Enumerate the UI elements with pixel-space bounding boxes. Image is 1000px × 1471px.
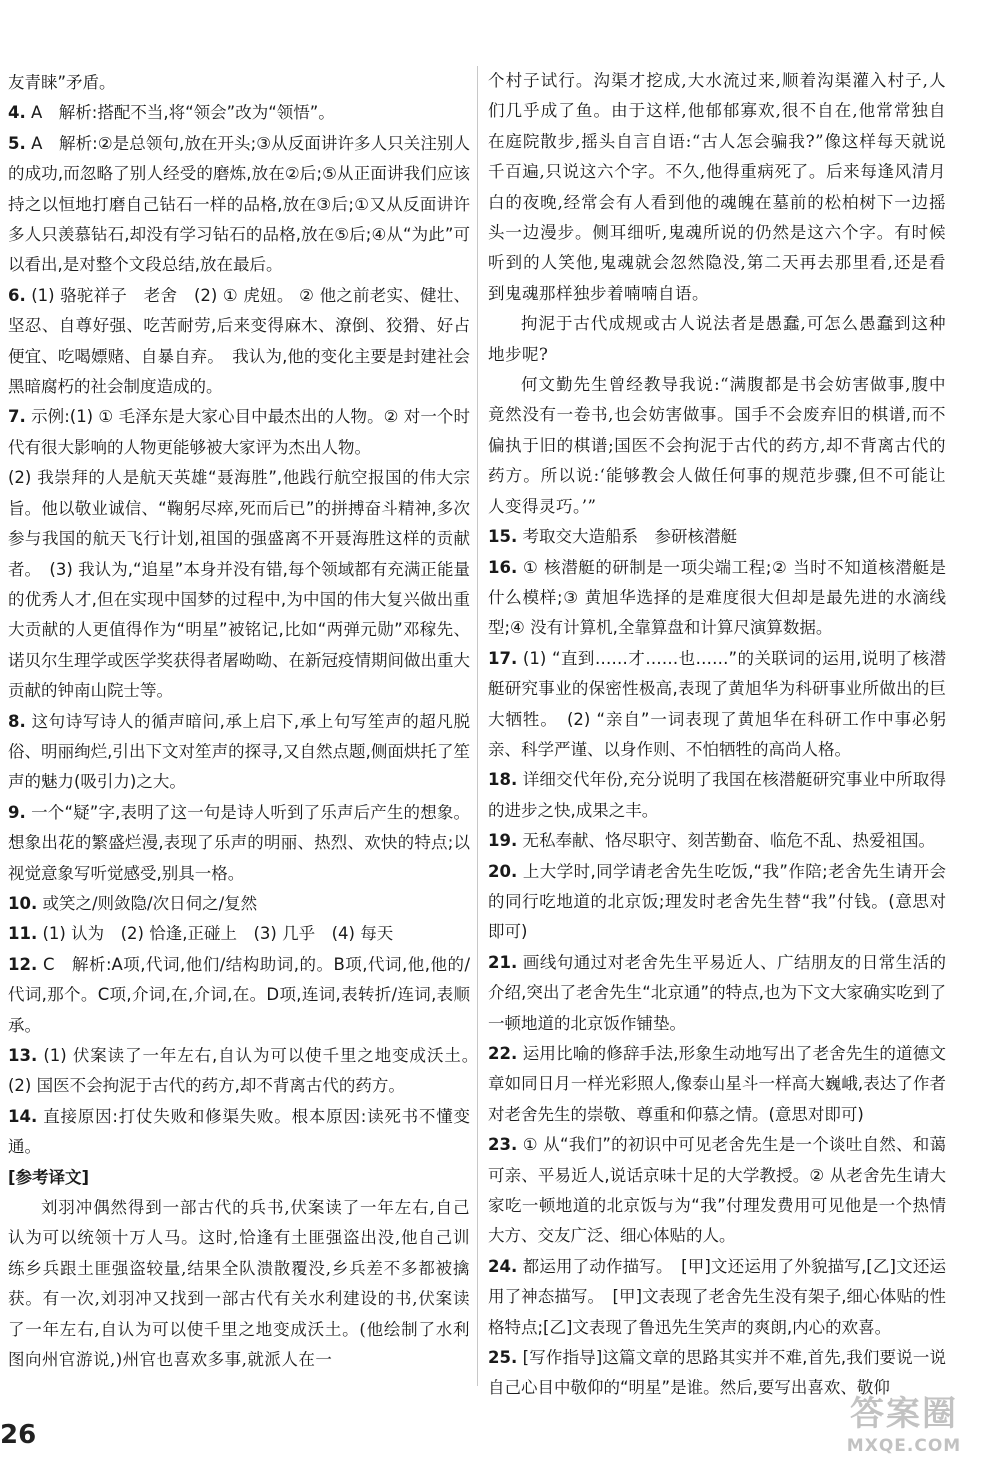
answer-item — [488, 1130, 946, 1252]
answer-text: 友青睐”矛盾。 — [8, 73, 116, 92]
column-divider — [477, 66, 478, 1386]
answer-item — [8, 707, 470, 798]
answer-item — [8, 950, 470, 1041]
answer-number: 11. — [8, 924, 38, 944]
answer-text: 或笑之/则敛隐/次日伺之/复然 — [42, 893, 258, 913]
answer-number: 19. — [488, 831, 518, 851]
answer-item — [8, 919, 470, 949]
answer-item — [488, 1252, 946, 1343]
answer-number: 17. — [488, 648, 518, 668]
answer-text: 这句诗写诗人的循声暗问,承上启下,承上句写笙声的超凡脱俗、明丽绚烂,引出下文对笙声的探寻,又自然点题,侧面烘托了笙声的魅力(吸引力)之大。 — [8, 711, 470, 792]
answer-text: (1) 认为 (2) 恰逢,正碰上 (3) 几乎 (4) 每天 — [42, 924, 394, 944]
answer-item — [8, 98, 470, 128]
answer-number: 5. — [8, 133, 26, 153]
answer-item — [8, 402, 470, 463]
answer-text: A 解析:搭配不当,将“领会”改为“领悟”。 — [31, 103, 335, 123]
answer-text: 考取交大造船系 参研核潜艇 — [522, 527, 737, 547]
answer-number: 4. — [8, 103, 26, 123]
answer-item — [8, 129, 470, 281]
watermark-sub-text: MXQE.COM — [846, 1436, 962, 1456]
answer-item — [8, 281, 470, 403]
answer-number: 13. — [8, 1046, 38, 1065]
right-column — [488, 66, 946, 1404]
answer-text: ① 核潜艇的研制是一项尖端工程;② 当时不知道核潜艇是什么模样;③ 黄旭华选择的是难度很大但却是最先进的水滴线型;④ 没有计算机,全靠算盘和计算尺演算数据。 — [488, 557, 946, 638]
answer-item — [488, 857, 946, 948]
answer-text: (1) 骆驼祥子 老舍 (2) ① 虎妞。 ② 他之前老实、健壮、坚忍、自尊好强、吃苦耐劳,后来变得麻木、潦倒、狡猾、好占便宜、吃喝嫖赌、自暴自弃。 我认为,他的变化主要是封建社会黑暗腐朽的社会制度造成的。 — [8, 285, 470, 397]
watermark-main-text: 答案圈 — [850, 1394, 958, 1434]
answer-number: 6. — [8, 285, 26, 305]
translation-paragraph: 何文勤先生曾经教导我说:“满腹都是书会妨害做事,腹中竟然没有一卷书,也会妨害做事。国手不会废弃旧的棋谱,而不偏执于旧的棋谱;国医不会拘泥于古代的药方,却不背离古代的药方。所以说:‘能够教会人做任何事的规范步骤,但不可能让人变得灵巧。’” — [488, 375, 946, 516]
answer-text: 无私奉献、恪尽职守、刻苦勤奋、临危不乱、热爱祖国。 — [522, 831, 935, 851]
answer-text: (1) “直到……才……也……”的关联词的运用,说明了核潜艇研究事业的保密性极高,表现了黄旭华为科研事业所做出的巨大牺牲。 (2) “亲自”一词表现了黄旭华在科研工作中事必躬亲、科学严谨、以身作则、不怕牺牲的高尚人格。 — [488, 648, 946, 759]
answer-item — [8, 889, 470, 919]
answer-text: 画线句通过对老舍先生平易近人、广结朋友的日常生活的介绍,突出了老舍先生“北京通”的特点,也为下文大家确实吃到了一顿地道的北京饭作铺垫。 — [488, 952, 946, 1033]
answer-text: 直接原因:打仗失败和修渠失败。根本原因:读死书不懂变通。 — [8, 1106, 470, 1157]
translation-paragraph: 拘泥于古代成规或古人说法者是愚蠢,可怎么愚蠢到这种地步呢? — [488, 314, 946, 364]
answer-number: 9. — [8, 802, 26, 822]
answer-number: 18. — [488, 770, 518, 790]
answer-text: (1) 伏案读了一年左右,自认为可以使千里之地变成沃土。 (2) 国医不会拘泥于古代的药方,却不背离古代的药方。 — [8, 1046, 487, 1096]
answer-text: ① 从“我们”的初识中可见老舍先生是一个谈吐自然、和蔼可亲、平易近人,说话京味十足的大学教授。② 从老舍先生请大家吃一顿地道的北京饭与为“我”付理发费用可见他是一个热情大方、交友广泛、细心体贴的人。 — [488, 1135, 946, 1246]
answer-number: 16. — [488, 557, 518, 577]
answer-item — [488, 553, 946, 644]
watermark-logo — [820, 1392, 988, 1462]
answer-number: 25. — [488, 1348, 518, 1368]
answer-number: 10. — [8, 893, 38, 913]
answer-text: [写作指导]这篇文章的思路其实并不难,首先,我们要说一说自己心目中敬仰的“明星”是谁。然后,要写出喜欢、敬仰 — [488, 1348, 946, 1398]
answer-number: 14. — [8, 1106, 38, 1126]
answer-item — [8, 68, 470, 98]
answer-number: 20. — [488, 861, 518, 881]
answer-number: 15. — [488, 527, 518, 547]
answer-item — [488, 948, 946, 1039]
answer-text: 上大学时,同学请老舍先生吃饭,“我”作陪;老舍先生请开会的同行吃地道的北京饭;理发时老舍先生替“我”付钱。(意思对即可) — [488, 861, 946, 942]
answer-item — [8, 1041, 487, 1102]
translation-paragraph: 个村子试行。沟渠才挖成,大水流过来,顺着沟渠灌入村子,人们几乎成了鱼。由于这样,他郁郁寡欢,很不自在,他常常独自在庭院散步,摇头自言自语:“古人怎会骗我?”像这样每天就说千百遍,只说这六个字。不久,他得重病死了。后来每逢风清月白的夜晚,经常会有人看到他的魂魄在墓前的松柏树下一边摇头一边漫步。侧耳细听,鬼魂所说的仍然是这六个字。有时候听到的人笑他,鬼魂就会忽然隐没,第二天再去那里看,还是看到鬼魂那样独步着喃喃自语。 — [488, 71, 946, 303]
answer-text: 都运用了动作描写。 [甲]文还运用了外貌描写,[乙]文还运用了神态描写。 [甲]文表现了老舍先生没有架子,细心体贴的性格特点;[乙]文表现了鲁迅先生笑声的爽朗,内心的欢喜。 — [488, 1256, 946, 1337]
answer-text: C 解析:A项,代词,他们/结构助词,的。B项,代词,他,他的/代词,那个。C项,介词,在,介词,在。D项,连词,表转折/连词,表顺承。 — [8, 954, 471, 1035]
answer-item — [488, 826, 946, 856]
answer-item — [8, 798, 470, 889]
answer-number: 12. — [8, 954, 38, 974]
answer-item — [488, 522, 946, 552]
translation-head: [参考译文] — [8, 1167, 90, 1187]
answer-item — [488, 644, 946, 766]
answer-number: 22. — [488, 1044, 518, 1063]
answer-number: 8. — [8, 711, 26, 731]
answer-text: 示例:(1) ① 毛泽东是大家心目中最杰出的人物。② 对一个时代有很大影响的人物更能够被大家评为杰出人物。 — [8, 407, 470, 457]
left-column — [8, 68, 487, 1375]
answer-text: 运用比喻的修辞手法,形象生动地写出了老舍先生的道德文章如同日月一样光彩照人,像泰山星斗一样高大巍峨,表达了作者对老舍先生的崇敬、尊重和仰慕之情。(意思对即可) — [488, 1044, 946, 1124]
answer-item — [488, 1039, 946, 1130]
answer-number: 21. — [488, 952, 518, 972]
answer-item — [8, 463, 470, 706]
answer-text: A 解析:②是总领句,放在开头;③从反面讲许多人只关注别人的成功,而忽略了别人经受的磨炼,放在②后;⑤从正面讲我们应该持之以恒地打磨自己钻石一样的品格,放在③后;①又从反面讲许多人只羡慕钻石,却没有学习钻石的品格,放在⑤后;④从“为此”可以看出,是对整个文段总结,放在最后。 — [8, 133, 470, 275]
page-number: 26 — [0, 1420, 37, 1450]
answer-text: 详细交代年份,充分说明了我国在核潜艇研究事业中所取得的进步之快,成果之丰。 — [488, 770, 946, 820]
answer-item — [8, 1102, 470, 1163]
answer-number: 23. — [488, 1135, 518, 1155]
answer-text: 一个“疑”字,表明了这一句是诗人听到了乐声后产生的想象。想象出花的繁盛烂漫,表现了乐声的明丽、热烈、欢快的特点;以视觉意象写听觉感受,别具一格。 — [8, 802, 471, 883]
translation-heading — [8, 1163, 470, 1193]
answer-item — [488, 765, 946, 826]
answer-number: 7. — [8, 407, 26, 427]
answer-text: (2) 我崇拜的人是航天英雄“聂海胜”,他践行航空报国的伟大宗旨。他以敬业诚信、“鞠躬尽瘁,死而后已”的拼搏奋斗精神,多次参与我国的航天飞行计划,祖国的强盛离不开聂海胜这样的贡献者。 (3) 我认为,“追星”本身并没有错,每个领域都有充满正能量的优秀人才,但在实现中国梦的过程中,为中国的伟大复兴做出重大贡献的人更值得作为“明星”被铭记,比如“两弹元勋”邓稼先、诺贝尔生理学或医学奖获得者屠呦呦、在新冠疫情期间做出重大贡献的钟南山院士等。 — [8, 468, 470, 701]
translation-paragraph: 刘羽冲偶然得到一部古代的兵书,伏案读了一年左右,自己认为可以统领十万人马。这时,恰逢有土匪强盗出没,他自己训练乡兵跟土匪强盗较量,结果全队溃散覆没,乡兵差不多都被擒获。有一次,刘羽冲又找到一部古代有关水利建设的书,伏案读了一年左右,自认为可以使千里之地变成沃土。(他绘制了水利图向州官游说,)州官也喜欢多事,就派人在一 — [8, 1198, 470, 1370]
answer-number: 24. — [488, 1256, 518, 1276]
